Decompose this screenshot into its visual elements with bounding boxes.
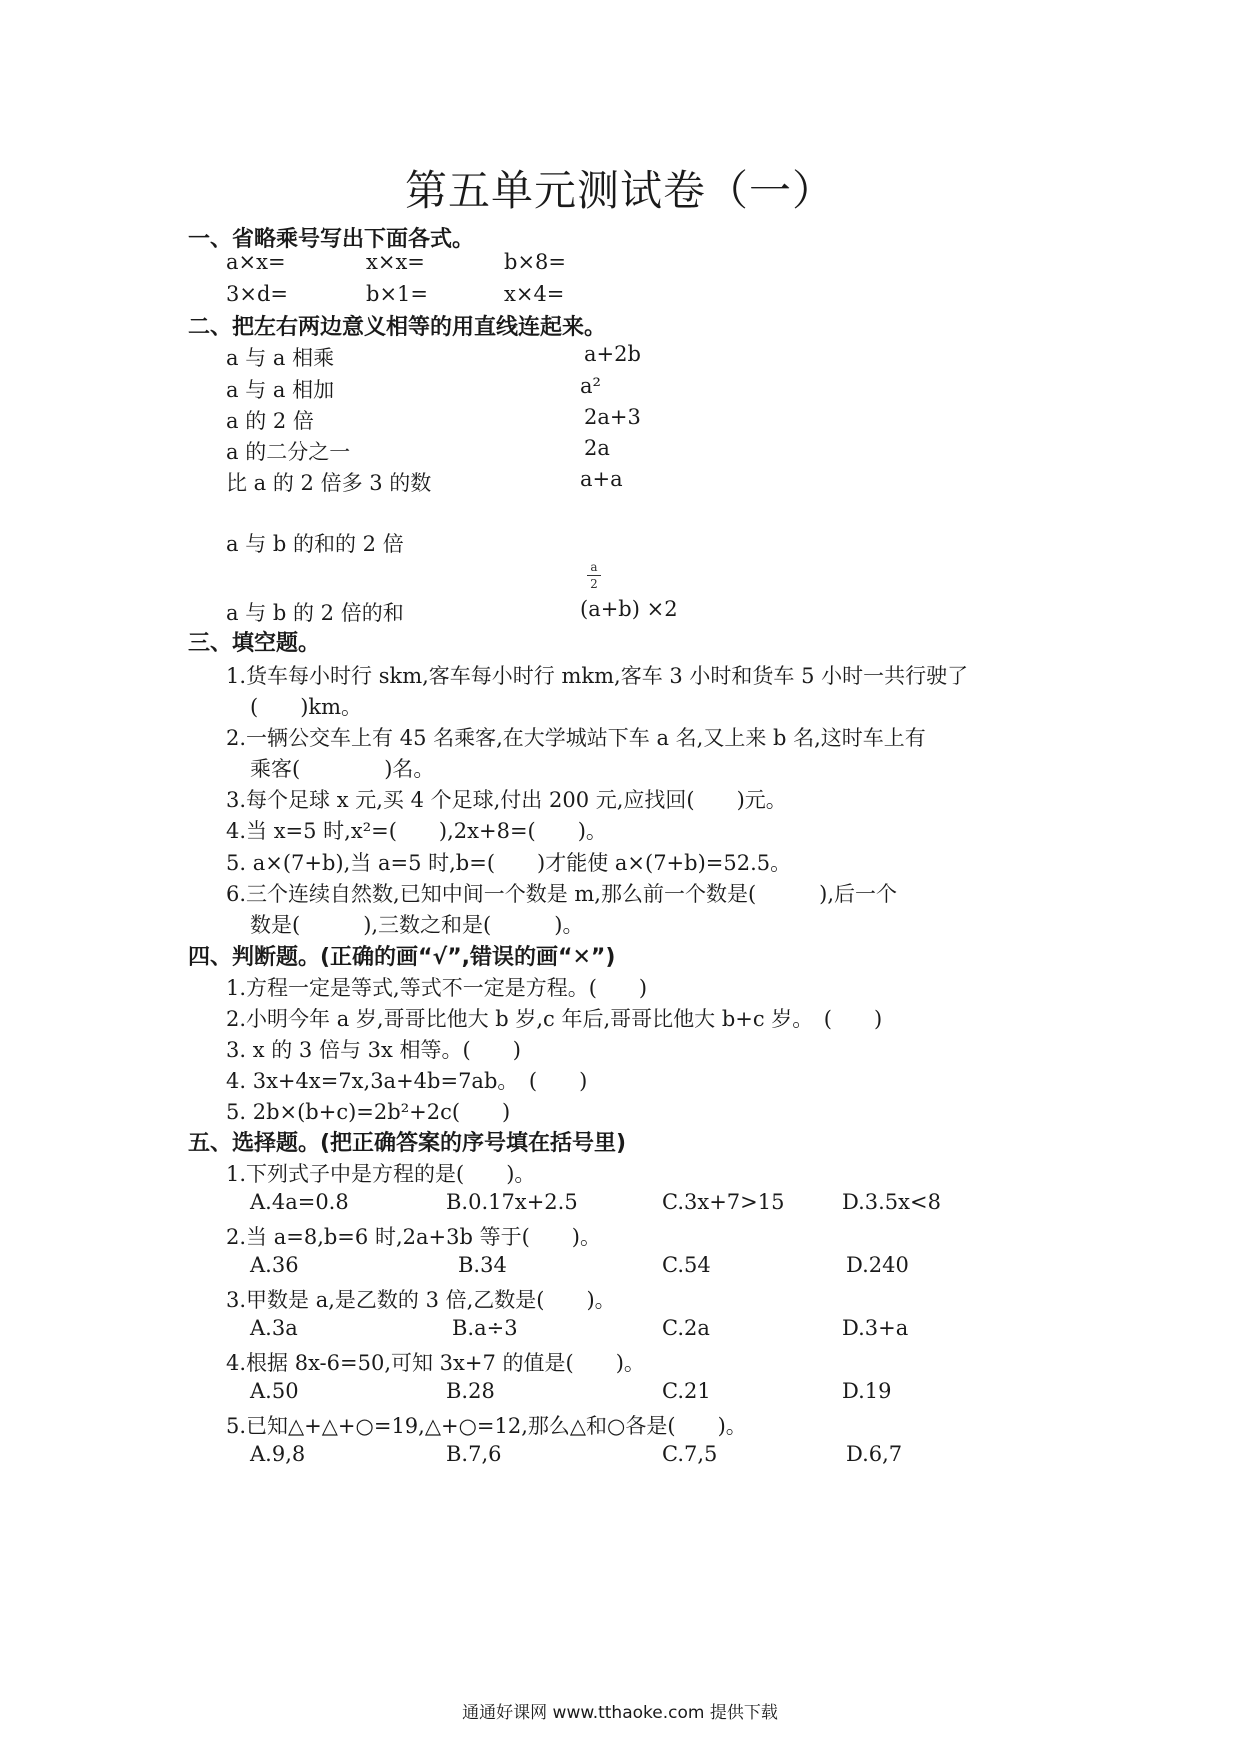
s2-left-item: a 与 b 的和的 2 倍 [226, 532, 404, 556]
page-title: 第五单元测试卷（一） [404, 166, 835, 215]
s1-item: x×4= [504, 282, 565, 306]
s5-question: 1.下列式子中是方程的是( )。 [226, 1162, 536, 1186]
s5-question: 5.已知△+△+○=19,△+○=12,那么△和○各是( )。 [226, 1414, 747, 1438]
s1-item: a×x= [226, 250, 286, 274]
s5-option: D.240 [846, 1253, 909, 1277]
s1-item: 3×d= [226, 282, 288, 306]
s2-left-item: a 的 2 倍 [226, 409, 314, 433]
s4-line: 4. 3x+4x=7x,3a+4b=7ab。 ( ) [226, 1069, 588, 1093]
s5-option: D.3.5x<8 [842, 1190, 941, 1214]
s2-left-item: a 与 a 相加 [226, 378, 335, 402]
s1-item: b×8= [504, 250, 566, 274]
s5-option: A.50 [250, 1379, 299, 1403]
footer-source: 通通好课网 www.tthaoke.com 提供下载 [462, 1703, 778, 1723]
s5-option: C.2a [662, 1316, 710, 1340]
s5-option: D.3+a [842, 1316, 909, 1340]
s2-right-item: a+2b [584, 342, 641, 366]
s5-option: C.21 [662, 1379, 711, 1403]
s5-option: B.28 [446, 1379, 495, 1403]
s5-option: D.6,7 [846, 1442, 903, 1466]
s2-right-item: 2a+3 [584, 405, 641, 429]
s3-line: 1.货车每小时行 skm,客车每小时行 mkm,客车 3 小时和货车 5 小时一共行驶了 [226, 664, 969, 688]
fraction-bar [587, 575, 601, 576]
s5-option: A.36 [250, 1253, 299, 1277]
s3-line: 数是( ),三数之和是( )。 [250, 913, 584, 937]
s2-left-item: a 与 a 相乘 [226, 346, 335, 370]
s4-line: 3. x 的 3 倍与 3x 相等。( ) [226, 1038, 521, 1062]
s5-option: C.3x+7>15 [662, 1190, 785, 1214]
s3-line: 6.三个连续自然数,已知中间一个数是 m,那么前一个数是( ),后一个 [226, 882, 898, 906]
section-5-heading: 五、选择题。(把正确答案的序号填在括号里) [188, 1131, 627, 1156]
s3-line: 3.每个足球 x 元,买 4 个足球,付出 200 元,应找回( )元。 [226, 788, 787, 812]
section-4-heading: 四、判断题。(正确的画“√”,错误的画“✕”) [188, 945, 616, 970]
s5-question: 3.甲数是 a,是乙数的 3 倍,乙数是( )。 [226, 1288, 616, 1312]
s4-line: 2.小明今年 a 岁,哥哥比他大 b 岁,c 年后,哥哥比他大 b+c 岁。 ( ) [226, 1007, 883, 1031]
s2-right-item: a+a [580, 467, 623, 491]
section-2-heading: 二、把左右两边意义相等的用直线连起来。 [188, 315, 607, 340]
s5-option: C.54 [662, 1253, 711, 1277]
s2-right-item: a² [580, 374, 601, 398]
section-3-heading: 三、填空题。 [188, 631, 321, 656]
s5-option: B.0.17x+2.5 [446, 1190, 578, 1214]
fraction-denominator: 2 [590, 577, 598, 591]
s3-line: ( )km。 [250, 695, 363, 719]
s2-left-item: 比 a 的 2 倍多 3 的数 [226, 471, 432, 495]
s5-option: C.7,5 [662, 1442, 718, 1466]
s4-line: 1.方程一定是等式,等式不一定是方程。( ) [226, 976, 648, 1000]
s2-left-item: a 与 b 的 2 倍的和 [226, 601, 404, 625]
s4-line: 5. 2b×(b+c)=2b²+2c( ) [226, 1100, 511, 1124]
fraction-numerator: a [590, 560, 598, 574]
s3-line: 2.一辆公交车上有 45 名乘客,在大学城站下车 a 名,又上来 b 名,这时车上有 [226, 726, 926, 750]
s5-option: A.9,8 [250, 1442, 306, 1466]
fraction-a-over-2 [587, 560, 601, 591]
s5-option: A.4a=0.8 [250, 1190, 349, 1214]
s5-option: B.7,6 [446, 1442, 502, 1466]
s5-option: B.34 [458, 1253, 507, 1277]
s5-question: 2.当 a=8,b=6 时,2a+3b 等于( )。 [226, 1225, 601, 1249]
s2-left-item: a 的二分之一 [226, 440, 351, 464]
s3-line: 乘客( )名。 [250, 757, 435, 781]
s5-question: 4.根据 8x-6=50,可知 3x+7 的值是( )。 [226, 1351, 645, 1375]
s5-option: D.19 [842, 1379, 892, 1403]
s2-right-item: (a+b) ×2 [580, 597, 678, 621]
s3-line: 4.当 x=5 时,x²=( ),2x+8=( )。 [226, 819, 607, 843]
s5-option: A.3a [250, 1316, 298, 1340]
s1-item: x×x= [366, 250, 425, 274]
section-1-heading: 一、省略乘号写出下面各式。 [188, 227, 475, 252]
s5-option: B.a÷3 [452, 1316, 518, 1340]
s2-right-item: 2a [584, 436, 610, 460]
s1-item: b×1= [366, 282, 428, 306]
s3-line: 5. a×(7+b),当 a=5 时,b=( )才能使 a×(7+b)=52.5。 [226, 851, 792, 875]
